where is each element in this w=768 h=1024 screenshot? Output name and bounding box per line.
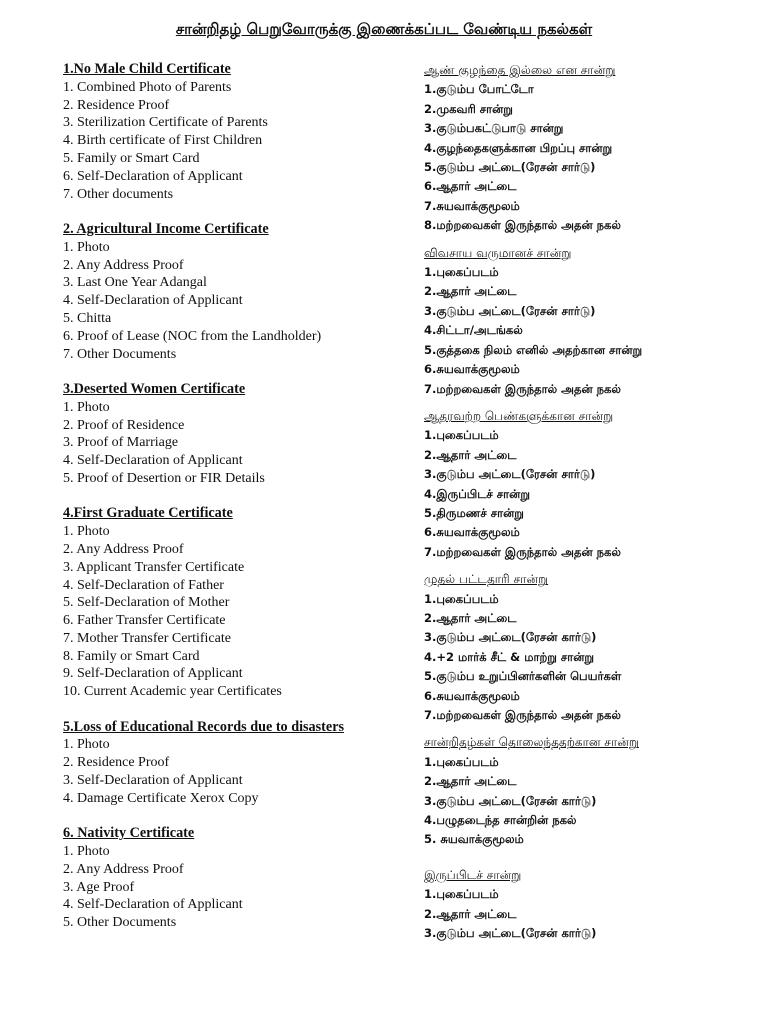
- tamil-section-title: ஆண் குழந்தை இல்லை என சான்று: [424, 63, 616, 77]
- tamil-list-item: 2.முகவரி சான்று: [424, 101, 513, 116]
- tamil-list-item: 4.குழந்தைகளுக்கான பிறப்பு சான்று: [424, 140, 613, 155]
- english-list-item: 1. Photo: [63, 844, 110, 860]
- english-section-title: 6. Nativity Certificate: [63, 825, 195, 842]
- tamil-list-item: 7.மற்றவைகள் இருந்தால் அதன் நகல்: [424, 381, 621, 396]
- english-list-item: 2. Any Address Proof: [63, 541, 184, 557]
- tamil-list-item: 5.குடும்ப அட்டை(ரேசன் சார்டு): [424, 160, 596, 175]
- english-list-item: 4. Self-Declaration of Applicant: [63, 897, 243, 913]
- english-list-item: 3. Applicant Transfer Certificate: [63, 559, 245, 575]
- english-section-title: 3.Deserted Women Certificate: [63, 380, 246, 397]
- english-list-item: 9. Self-Declaration of Applicant: [63, 666, 243, 682]
- english-section-title: 2. Agricultural Income Certificate: [63, 220, 269, 237]
- tamil-section-4: [424, 570, 764, 725]
- tamil-list-item: 7.சுயவாக்குமூலம்: [424, 198, 520, 213]
- english-list-item: 4. Self-Declaration of Applicant: [63, 453, 243, 469]
- english-list-item: 5. Proof of Desertion or FIR Details: [63, 470, 265, 486]
- english-list-item: 3. Last One Year Adangal: [63, 275, 207, 291]
- tamil-list-item: 6.சுயவாக்குமூலம்: [424, 688, 520, 703]
- tamil-list-item: 7.மற்றவைகள் இருந்தால் அதன் நகல்: [424, 544, 621, 559]
- tamil-section-2: [424, 244, 764, 399]
- english-section-title: 5.Loss of Educational Records due to disasters: [63, 718, 345, 735]
- english-list-item: 1. Photo: [63, 737, 110, 753]
- english-list-item: 7. Other documents: [63, 186, 174, 202]
- tamil-list-item: 4.பழுதடைந்த சான்றின் நகல்: [424, 813, 577, 828]
- tamil-list-item: 4.இருப்பிடச் சான்று: [424, 486, 530, 501]
- english-list-item: 1. Combined Photo of Parents: [63, 79, 232, 95]
- english-list-item: 5. Family or Smart Card: [63, 150, 200, 166]
- tamil-list-item: 2.ஆதார் அட்டை: [424, 610, 517, 625]
- tamil-list-item: 3.குடும்ப அட்டை(ரேசன் கார்டு): [424, 793, 597, 808]
- tamil-list-item: 2.ஆதார் அட்டை: [424, 906, 517, 921]
- tamil-list-item: 3.குடும்ப அட்டை(ரேசன் கார்டு): [424, 926, 597, 941]
- tamil-section-1: [424, 61, 764, 236]
- tamil-section-5: [424, 733, 764, 849]
- english-list-item: 2. Proof of Residence: [63, 417, 185, 433]
- tamil-section-3: [424, 407, 764, 562]
- english-list-item: 4. Birth certificate of First Children: [63, 133, 263, 149]
- tamil-list-item: 2.ஆதார் அட்டை: [424, 774, 517, 789]
- tamil-list-item: 2.ஆதார் அட்டை: [424, 284, 517, 299]
- english-list-item: 4. Self-Declaration of Father: [63, 577, 224, 593]
- english-list-item: 1. Photo: [63, 239, 110, 255]
- tamil-list-item: 1.புகைப்படம்: [424, 754, 499, 769]
- tamil-column: [424, 61, 764, 951]
- english-list-item: 2. Any Address Proof: [63, 257, 184, 273]
- english-section-5: [63, 719, 403, 808]
- tamil-section-title: விவசாய வருமானச் சான்று: [424, 245, 572, 260]
- english-list-item: 3. Age Proof: [63, 879, 135, 895]
- english-list-item: 6. Self-Declaration of Applicant: [63, 168, 243, 184]
- english-list-item: 2. Residence Proof: [63, 97, 170, 113]
- page-title: சான்றிதழ் பெறுவோருக்கு இணைக்கப்பட வேண்டிய நகல்கள்: [175, 20, 593, 38]
- tamil-list-item: 5.திருமணச் சான்று: [424, 505, 524, 520]
- tamil-section-title: இருப்பிடச் சான்று: [424, 867, 522, 882]
- english-section-title: 1.No Male Child Certificate: [63, 61, 231, 77]
- english-list-item: 6. Father Transfer Certificate: [63, 613, 226, 629]
- tamil-list-item: 1.புகைப்படம்: [424, 428, 499, 443]
- tamil-list-item: 6.சுயவாக்குமூலம்: [424, 362, 520, 377]
- tamil-list-item: 5. சுயவாக்குமூலம்: [424, 832, 524, 847]
- english-column: [63, 61, 403, 950]
- tamil-section-6: [424, 866, 764, 944]
- tamil-list-item: 1.புகைப்படம்: [424, 265, 499, 280]
- tamil-list-item: 1.புகைப்படம்: [424, 591, 499, 606]
- english-list-item: 3. Sterilization Certificate of Parents: [63, 115, 268, 131]
- tamil-list-item: 8.மற்றவைகள் இருந்தால் அதன் நகல்: [424, 218, 621, 233]
- tamil-list-item: 3.குடும்ப அட்டை(ரேசன் சார்டு): [424, 303, 596, 318]
- tamil-list-item: 5.குடும்ப உறுப்பினர்களின் பெயர்கள்: [424, 669, 622, 684]
- english-list-item: 7. Other Documents: [63, 346, 177, 362]
- english-section-title: 4.First Graduate Certificate: [63, 505, 233, 522]
- english-list-item: 3. Proof of Marriage: [63, 435, 179, 451]
- tamil-list-item: 1.புகைப்படம்: [424, 887, 499, 902]
- tamil-section-title: சான்றிதழ்கள் தொலைந்ததற்கான சான்று: [424, 735, 639, 750]
- tamil-list-item: 3.குடும்பகட்டுபாடு சான்று: [424, 121, 564, 136]
- tamil-section-title: ஆதரவற்ற பெண்களுக்கான சான்று: [424, 408, 614, 423]
- english-section-1: [63, 61, 403, 203]
- tamil-section-title: முதல் பட்டதாரி சான்று: [424, 572, 549, 587]
- english-list-item: 7. Mother Transfer Certificate: [63, 630, 231, 646]
- english-list-item: 5. Self-Declaration of Mother: [63, 595, 230, 611]
- tamil-list-item: 3.குடும்ப அட்டை(ரேசன் கார்டு): [424, 630, 597, 645]
- tamil-list-item: 4.சிட்டா/அடங்கல்: [424, 323, 523, 338]
- english-list-item: 1. Photo: [63, 524, 110, 540]
- english-list-item: 10. Current Academic year Certificates: [63, 684, 282, 700]
- english-list-item: 3. Self-Declaration of Applicant: [63, 773, 243, 789]
- english-list-item: 1. Photo: [63, 399, 110, 415]
- english-list-item: 2. Any Address Proof: [63, 861, 184, 877]
- english-list-item: 2. Residence Proof: [63, 755, 170, 771]
- english-section-6: [63, 825, 403, 932]
- tamil-list-item: 5.குத்தகை நிலம் எனில் அதற்கான சான்று: [424, 342, 643, 357]
- english-list-item: 4. Damage Certificate Xerox Copy: [63, 790, 259, 806]
- english-list-item: 8. Family or Smart Card: [63, 648, 200, 664]
- english-list-item: 6. Proof of Lease (NOC from the Landholder): [63, 328, 322, 344]
- tamil-list-item: 4.+2 மார்க் சீட் & மாற்று சான்று: [424, 649, 595, 664]
- tamil-list-item: 1.குடும்ப போட்டோ: [424, 82, 534, 97]
- english-section-3: [63, 381, 403, 488]
- english-list-item: 5. Chitta: [63, 310, 112, 326]
- tamil-list-item: 7.மற்றவைகள் இருந்தால் அதன் நகல்: [424, 708, 621, 722]
- english-list-item: 5. Other Documents: [63, 915, 177, 931]
- tamil-list-item: 2.ஆதார் அட்டை: [424, 447, 517, 462]
- tamil-list-item: 6.ஆதார் அட்டை: [424, 179, 517, 194]
- tamil-list-item: 6.சுயவாக்குமூலம்: [424, 525, 520, 540]
- english-list-item: 4. Self-Declaration of Applicant: [63, 293, 243, 309]
- english-section-2: [63, 221, 403, 363]
- tamil-list-item: 3.குடும்ப அட்டை(ரேசன் சார்டு): [424, 467, 596, 482]
- english-section-4: [63, 505, 403, 701]
